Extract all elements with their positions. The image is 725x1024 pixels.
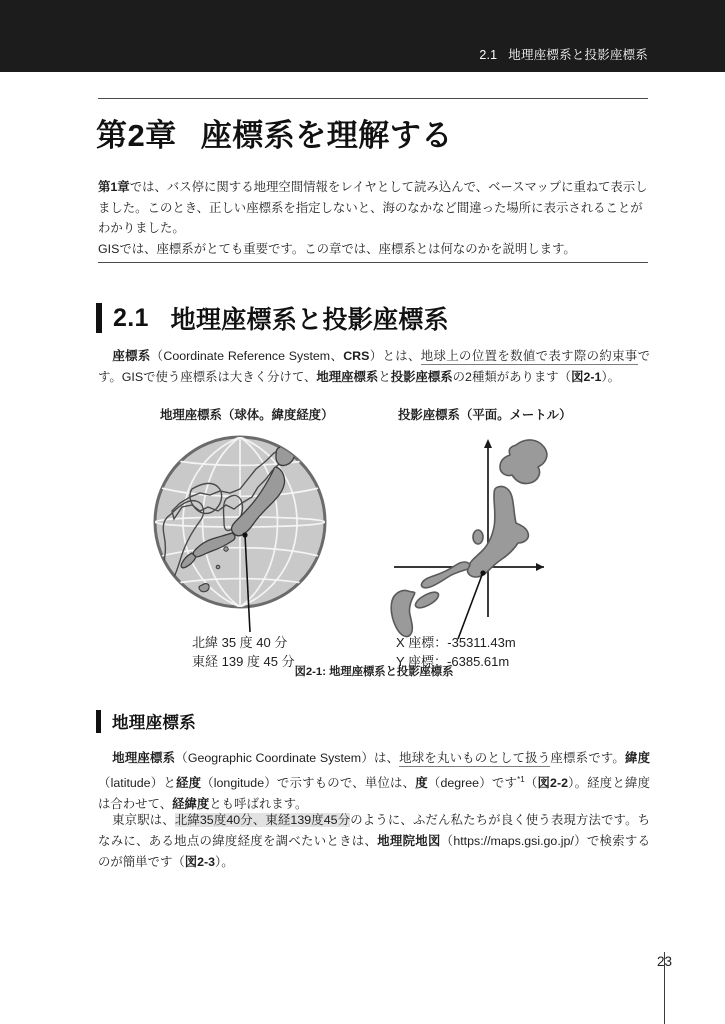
- figure-2-1: [98, 405, 650, 679]
- projected-tokyo-marker: [480, 570, 485, 575]
- figure-canvas: [98, 427, 650, 679]
- figure-caption: 図2-1: 地理座標系と投影座標系: [294, 666, 454, 678]
- subsection-accent-bar: [96, 710, 101, 733]
- crs-geographic-bold: 地理座標系: [316, 370, 379, 384]
- projected-callout-line: [458, 575, 482, 639]
- latitude-value: 北緯 35 度 40 分: [192, 635, 288, 650]
- crs-abbr: CRS: [343, 349, 370, 363]
- crs-text-6: ）。: [601, 370, 620, 384]
- crs-projected-bold: 投影座標系: [390, 370, 453, 384]
- longitude-value: 東経 139 度 45 分: [192, 654, 295, 669]
- x-coordinate-value: X 座標：-35311.43m: [396, 635, 516, 650]
- section-accent-bar: [96, 303, 102, 333]
- running-header-number: 2.1: [479, 48, 498, 62]
- section-title: 地理座標系と投影座標系: [170, 306, 449, 334]
- geo1-latlon-bold: 経緯度: [172, 797, 210, 812]
- x-axis-arrow: [536, 563, 544, 571]
- folio-rule: [664, 952, 665, 1024]
- geo2-text-4: ）。: [215, 855, 234, 869]
- geo1-longitude-bold: 経度: [175, 776, 202, 791]
- section-heading: [96, 300, 449, 336]
- section-number: 2.1: [113, 303, 149, 332]
- running-header-band: [0, 0, 725, 72]
- geo1-text-2: 座標系です。: [550, 751, 626, 765]
- crs-text-3: です。GISで使う座標系は大きく分けて、: [98, 349, 651, 384]
- crs-underlined-definition: 地球上の位置を数値で表す際の約束事: [420, 349, 638, 363]
- lead-line-3: わかりました。: [98, 221, 185, 235]
- geo2-text-3: （https://maps.gsi.go.jp/）で検索するのが簡単です（: [98, 834, 650, 869]
- geo1-underlined-definition: 地球を丸いものとして扱う: [399, 751, 551, 765]
- geo1-text-7: ）。経度と緯度は合わせて、: [98, 776, 650, 812]
- figure-label-geographic: 地理座標系（球体。緯度経度）: [160, 408, 334, 422]
- subsection-title: 地理座標系: [112, 714, 196, 732]
- footnote-marker: *1: [517, 775, 525, 784]
- figure-labels: [98, 405, 650, 427]
- running-header-title: 地理座標系と投影座標系: [508, 48, 648, 62]
- chapter-title-text: 座標系を理解する: [200, 118, 453, 153]
- geo1-figure-ref: 図2-2: [537, 776, 568, 791]
- lead-line-2: ました。このとき、正しい座標系を指定しないと、海のなかなど間違った場所に表示されることが: [98, 200, 643, 215]
- globe-tokyo-marker: [242, 532, 247, 537]
- geo2-text-1: 東京駅は、: [112, 813, 175, 827]
- geo1-text-3: （latitude）と: [98, 776, 176, 791]
- page-number: 23: [656, 954, 672, 969]
- crs-figure-ref: 図2-1: [571, 370, 602, 384]
- crs-text-4: と: [378, 370, 391, 384]
- geo2-figure-ref: 図2-3: [184, 855, 216, 869]
- subsection-heading: [96, 709, 196, 733]
- geo1-text-6: （: [524, 776, 538, 791]
- geo1-text-8: とも呼ばれます。: [209, 797, 308, 812]
- lead-bold-chapter: 第1章: [98, 180, 130, 194]
- lead-line-1: では、バス停に関する地理空間情報をレイヤとして読み込んで、ベースマップに重ねて表示し: [129, 180, 648, 194]
- geo1-text-4: （longitude）で示すもので、単位は、: [201, 776, 416, 791]
- page-title: [96, 110, 453, 155]
- crs-text-5: の2種類があります（: [452, 370, 572, 384]
- crs-text-2: ）とは、: [369, 349, 421, 363]
- geo2-gsi-map-bold: 地理院地図: [377, 834, 441, 848]
- geo1-text-1: （Geographic Coordinate System）は、: [175, 751, 400, 765]
- geo1-term-bold: 地理座標系: [112, 751, 176, 765]
- y-axis-arrow: [484, 439, 492, 448]
- figure-label-projected: 投影座標系（平面。メートル）: [398, 408, 572, 422]
- geographic-paragraph-1: [98, 748, 650, 815]
- japan-landmass: [391, 440, 547, 637]
- lead-line-4: GISでは、座標系がとても重要です。この章では、座標系とは何なのかを説明します。: [98, 241, 576, 256]
- y-coordinate-value: Y 座標：-6385.61m: [396, 654, 510, 669]
- lead-paragraph: [98, 177, 650, 259]
- geo2-highlight-coordinate: 北緯35度40分、東経139度45分: [174, 813, 351, 827]
- title-rule-top: [98, 98, 648, 99]
- crs-paragraph: [98, 346, 650, 388]
- lead-rule-bottom: [98, 262, 648, 263]
- geo2-text-2: のように、ふだん私たちが良く使う表現方法です。ちなみに、ある地点の緯度経度を調べたいときは、: [98, 813, 650, 848]
- crs-text-1: （Coordinate Reference System、: [150, 349, 344, 363]
- geo1-text-5: （degree）です: [427, 776, 518, 791]
- geographic-paragraph-2: [98, 810, 650, 873]
- crs-term-bold: 座標系: [112, 349, 151, 363]
- geo1-latitude-bold: 緯度: [625, 751, 651, 765]
- running-header-text: [479, 45, 648, 63]
- geo1-degree-bold: 度: [415, 776, 428, 791]
- chapter-number: 第2章: [96, 118, 177, 153]
